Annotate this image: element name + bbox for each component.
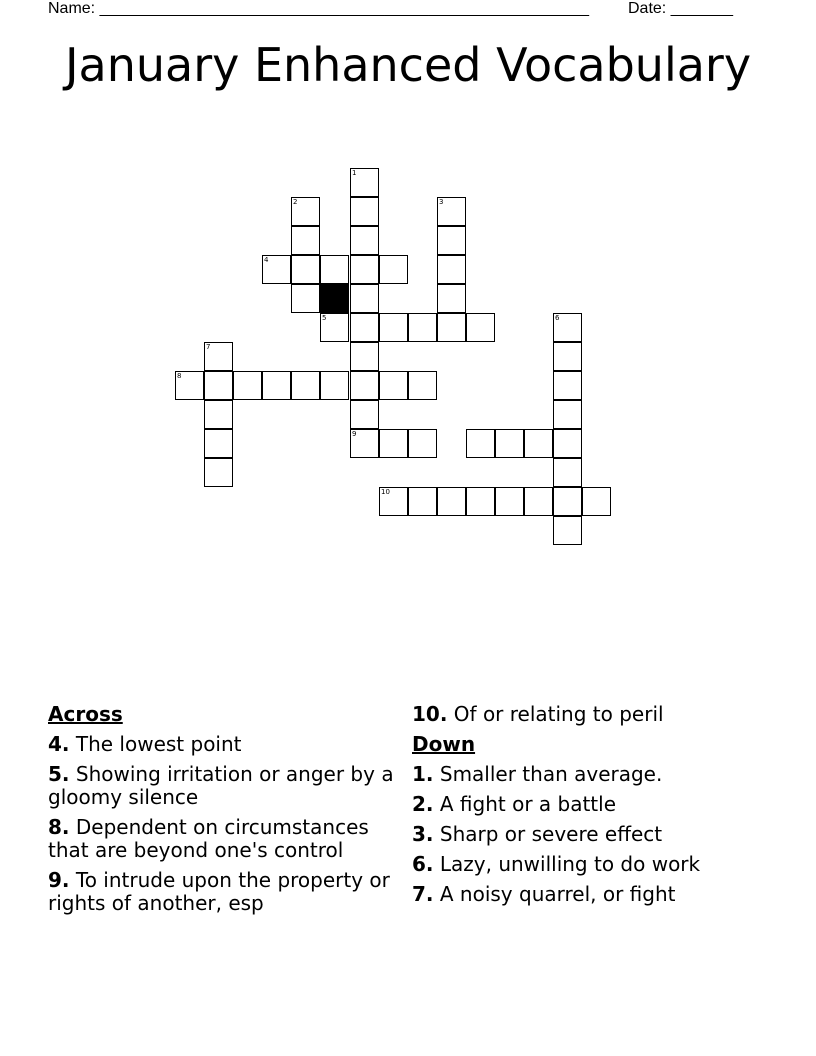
grid-cell[interactable] bbox=[204, 458, 233, 487]
grid-cell[interactable] bbox=[553, 458, 582, 487]
grid-cell[interactable] bbox=[204, 429, 233, 458]
grid-cell[interactable] bbox=[379, 371, 408, 400]
grid-cell[interactable] bbox=[437, 487, 466, 516]
clue-number: 8. bbox=[48, 815, 70, 839]
date-field[interactable]: Date: _______ bbox=[628, 0, 733, 17]
clue-number: 5. bbox=[48, 762, 70, 786]
grid-cell[interactable] bbox=[350, 371, 379, 400]
cell-number: 1 bbox=[352, 169, 357, 177]
down-heading: Down bbox=[412, 732, 476, 756]
grid-cell[interactable] bbox=[437, 313, 466, 342]
grid-cell[interactable] bbox=[466, 487, 495, 516]
clue-text: Of or relating to peril bbox=[453, 702, 664, 726]
grid-cell[interactable] bbox=[437, 255, 466, 284]
grid-block-cell bbox=[320, 284, 349, 313]
grid-cell[interactable] bbox=[291, 226, 320, 255]
clues-left-column bbox=[48, 703, 408, 922]
clue-number: 10. bbox=[412, 702, 448, 726]
clue-across-4 bbox=[48, 733, 408, 756]
clue-text: To intrude upon the property or rights of another, esp bbox=[48, 868, 390, 915]
grid-cell[interactable] bbox=[379, 487, 408, 516]
grid-cell[interactable] bbox=[262, 371, 291, 400]
cell-number: 10 bbox=[381, 488, 390, 496]
clue-number: 2. bbox=[412, 792, 434, 816]
cell-number: 3 bbox=[439, 198, 444, 206]
grid-cell[interactable] bbox=[379, 429, 408, 458]
name-field[interactable]: Name: _______________________________________________________ bbox=[48, 0, 589, 17]
clue-across-5 bbox=[48, 763, 408, 809]
grid-cell[interactable] bbox=[553, 429, 582, 458]
clue-down-1 bbox=[412, 763, 772, 786]
grid-cell[interactable] bbox=[553, 313, 582, 342]
grid-cell[interactable] bbox=[350, 226, 379, 255]
grid-cell[interactable] bbox=[320, 371, 349, 400]
clue-text: A fight or a battle bbox=[439, 792, 617, 816]
grid-cell[interactable] bbox=[350, 313, 379, 342]
grid-cell[interactable] bbox=[437, 226, 466, 255]
clue-text: Sharp or severe effect bbox=[439, 822, 663, 846]
grid-cell[interactable] bbox=[495, 487, 524, 516]
grid-cell[interactable] bbox=[291, 284, 320, 313]
grid-cell[interactable] bbox=[350, 255, 379, 284]
clue-text: Lazy, unwilling to do work bbox=[439, 852, 701, 876]
clues-right-column bbox=[412, 703, 772, 913]
grid-cell[interactable] bbox=[437, 284, 466, 313]
grid-cell[interactable] bbox=[350, 197, 379, 226]
grid-cell[interactable] bbox=[350, 284, 379, 313]
grid-cell[interactable] bbox=[466, 313, 495, 342]
clue-across-10 bbox=[412, 703, 772, 726]
clue-number: 9. bbox=[48, 868, 70, 892]
grid-cell[interactable] bbox=[204, 400, 233, 429]
cell-number: 5 bbox=[322, 314, 327, 322]
grid-cell[interactable] bbox=[262, 255, 291, 284]
clue-text: Dependent on circumstances that are beyond one's control bbox=[48, 815, 369, 862]
grid-cell[interactable] bbox=[408, 371, 437, 400]
clue-text: Showing irritation or anger by a gloomy silence bbox=[48, 762, 394, 809]
grid-cell[interactable] bbox=[175, 371, 204, 400]
clue-number: 1. bbox=[412, 762, 434, 786]
grid-cell[interactable] bbox=[408, 429, 437, 458]
grid-cell[interactable] bbox=[379, 313, 408, 342]
grid-cell[interactable] bbox=[350, 429, 379, 458]
clue-text: A noisy quarrel, or fight bbox=[439, 882, 676, 906]
page-title: January Enhanced Vocabulary bbox=[64, 38, 752, 92]
clue-number: 4. bbox=[48, 732, 70, 756]
grid-cell[interactable] bbox=[320, 313, 349, 342]
grid-cell[interactable] bbox=[291, 371, 320, 400]
grid-cell[interactable] bbox=[320, 255, 349, 284]
grid-cell[interactable] bbox=[553, 487, 582, 516]
clue-across-8 bbox=[48, 816, 408, 862]
grid-cell[interactable] bbox=[350, 168, 379, 197]
across-heading: Across bbox=[48, 702, 123, 726]
grid-cell[interactable] bbox=[553, 516, 582, 545]
grid-cell[interactable] bbox=[582, 487, 611, 516]
clue-number: 7. bbox=[412, 882, 434, 906]
grid-cell[interactable] bbox=[204, 342, 233, 371]
grid-cell[interactable] bbox=[553, 400, 582, 429]
cell-number: 7 bbox=[206, 343, 211, 351]
clue-text: Smaller than average. bbox=[439, 762, 663, 786]
cell-number: 2 bbox=[293, 198, 298, 206]
grid-cell[interactable] bbox=[553, 342, 582, 371]
grid-cell[interactable] bbox=[204, 371, 233, 400]
clue-down-7 bbox=[412, 883, 772, 906]
grid-cell[interactable] bbox=[437, 197, 466, 226]
grid-cell[interactable] bbox=[408, 313, 437, 342]
grid-cell[interactable] bbox=[408, 487, 437, 516]
cell-number: 4 bbox=[264, 256, 269, 264]
cell-number: 8 bbox=[177, 372, 182, 380]
grid-cell[interactable] bbox=[291, 197, 320, 226]
grid-cell[interactable] bbox=[379, 255, 408, 284]
clue-text: The lowest point bbox=[75, 732, 242, 756]
grid-cell[interactable] bbox=[233, 371, 262, 400]
grid-cell[interactable] bbox=[291, 255, 320, 284]
clue-across-9 bbox=[48, 869, 408, 915]
grid-cell[interactable] bbox=[466, 429, 495, 458]
clue-number: 3. bbox=[412, 822, 434, 846]
grid-cell[interactable] bbox=[350, 400, 379, 429]
grid-cell[interactable] bbox=[553, 371, 582, 400]
grid-cell[interactable] bbox=[524, 487, 553, 516]
clue-down-3 bbox=[412, 823, 772, 846]
header-line bbox=[48, 0, 748, 18]
grid-cell[interactable] bbox=[524, 429, 553, 458]
clue-down-2 bbox=[412, 793, 772, 816]
grid-cell[interactable] bbox=[495, 429, 524, 458]
clue-down-6 bbox=[412, 853, 772, 876]
grid-cell[interactable] bbox=[350, 342, 379, 371]
cell-number: 9 bbox=[352, 430, 357, 438]
clue-number: 6. bbox=[412, 852, 434, 876]
cell-number: 6 bbox=[555, 314, 560, 322]
